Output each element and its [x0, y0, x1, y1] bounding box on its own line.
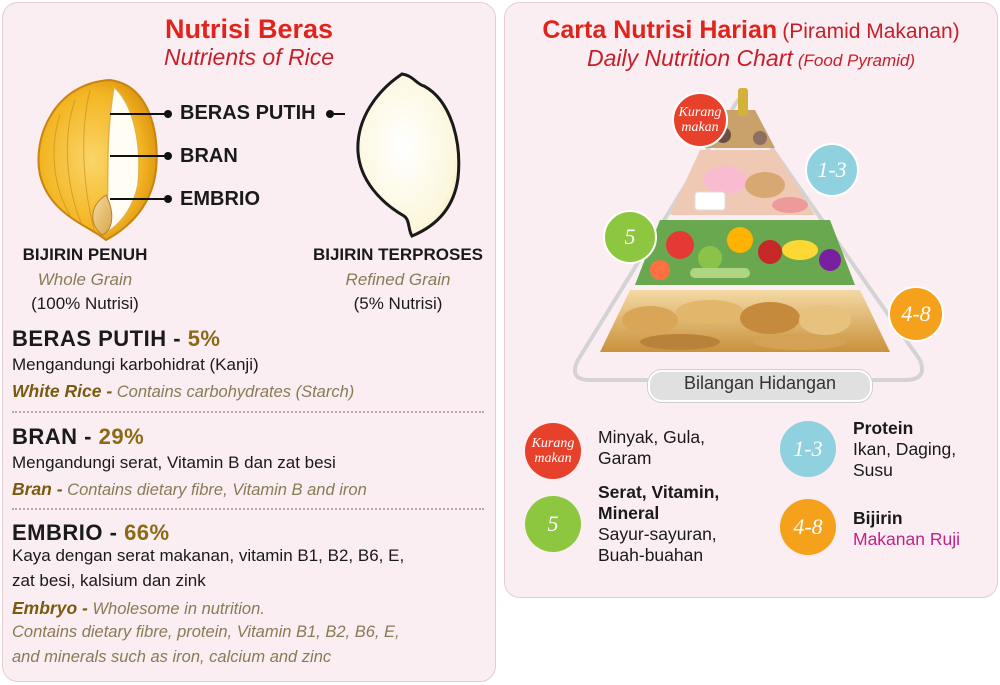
- pyramid-badge-fibre: 5: [603, 210, 657, 264]
- servings-label: Bilangan Hidangan: [683, 373, 837, 393]
- callout-white-rice: BERAS PUTIH: [180, 102, 316, 124]
- pyramid-badge-grain: 4-8: [888, 286, 944, 342]
- whole-grain-en: Whole Grain: [37, 270, 133, 289]
- section-bran-en: Bran - Contains dietary fibre, Vitamin B and iron: [12, 479, 367, 499]
- refined-grain-pct: (5% Nutrisi): [353, 294, 443, 313]
- section-white-rice-heading: BERAS PUTIH - 5%: [12, 326, 221, 351]
- callout-bran: BRAN: [180, 145, 238, 167]
- legend-protein-text: Protein Ikan, Daging, Susu: [853, 418, 957, 480]
- callout-embryo: EMBRIO: [180, 188, 260, 210]
- section-embryo-heading: EMBRIO - 66%: [12, 520, 170, 545]
- section-embryo-ms-1: Kaya dengan serat makanan, vitamin B1, B2, B6, E,: [12, 546, 405, 565]
- section-white-rice-en: White Rice - Contains carbohydrates (Starch): [12, 381, 355, 401]
- section-bran-heading: BRAN - 29%: [12, 424, 145, 449]
- whole-grain-label: BIJIRIN PENUH: [22, 245, 148, 264]
- legend-badge-less: Kurang makan: [525, 423, 581, 479]
- legend-fibre-text: Serat, Vitamin, Mineral Sayur-sayuran, Buah-buahan: [598, 482, 720, 565]
- legend-badge-fibre: 5: [525, 496, 581, 552]
- legend-less-text: Minyak, Gula, Garam: [598, 427, 705, 468]
- legend-badge-grain: 4-8: [780, 499, 836, 555]
- refined-grain-en: Refined Grain: [345, 270, 451, 289]
- section-embryo-ms-2: zat besi, kalsium dan zink: [12, 571, 206, 590]
- section-bran-ms: Mengandungi serat, Vitamin B dan zat besi: [12, 453, 336, 472]
- callout-refined-pointer: [325, 108, 345, 120]
- callout-lines: [110, 100, 180, 210]
- rice-subtitle: Nutrients of Rice: [163, 44, 334, 70]
- pyramid-badge-protein: 1-3: [805, 143, 859, 197]
- divider: [12, 411, 484, 413]
- refined-grain-label: BIJIRIN TERPROSES: [312, 245, 484, 264]
- pyramid-badge-less: Kurang makan: [672, 92, 728, 148]
- rice-title: Nutrisi Beras: [164, 14, 334, 44]
- nutrition-chart-subtitle: Daily Nutrition Chart (Food Pyramid): [586, 45, 916, 71]
- nutrition-chart-title: Carta Nutrisi Harian (Piramid Makanan): [542, 16, 960, 44]
- whole-grain-pct: (100% Nutrisi): [31, 294, 139, 313]
- section-embryo-en-3: and minerals such as iron, calcium and zinc: [12, 648, 332, 666]
- section-embryo-en-1: Embryo - Wholesome in nutrition.: [12, 598, 265, 618]
- refined-grain-illustration: [350, 70, 470, 240]
- section-white-rice-ms: Mengandungi karbohidrat (Kanji): [12, 355, 259, 374]
- legend-grain-text: Bijirin Makanan Ruji: [853, 508, 960, 549]
- divider: [12, 508, 484, 510]
- section-embryo-en-2: Contains dietary fibre, protein, Vitamin B1, B2, B6, E,: [12, 623, 400, 641]
- legend-badge-protein: 1-3: [780, 421, 836, 477]
